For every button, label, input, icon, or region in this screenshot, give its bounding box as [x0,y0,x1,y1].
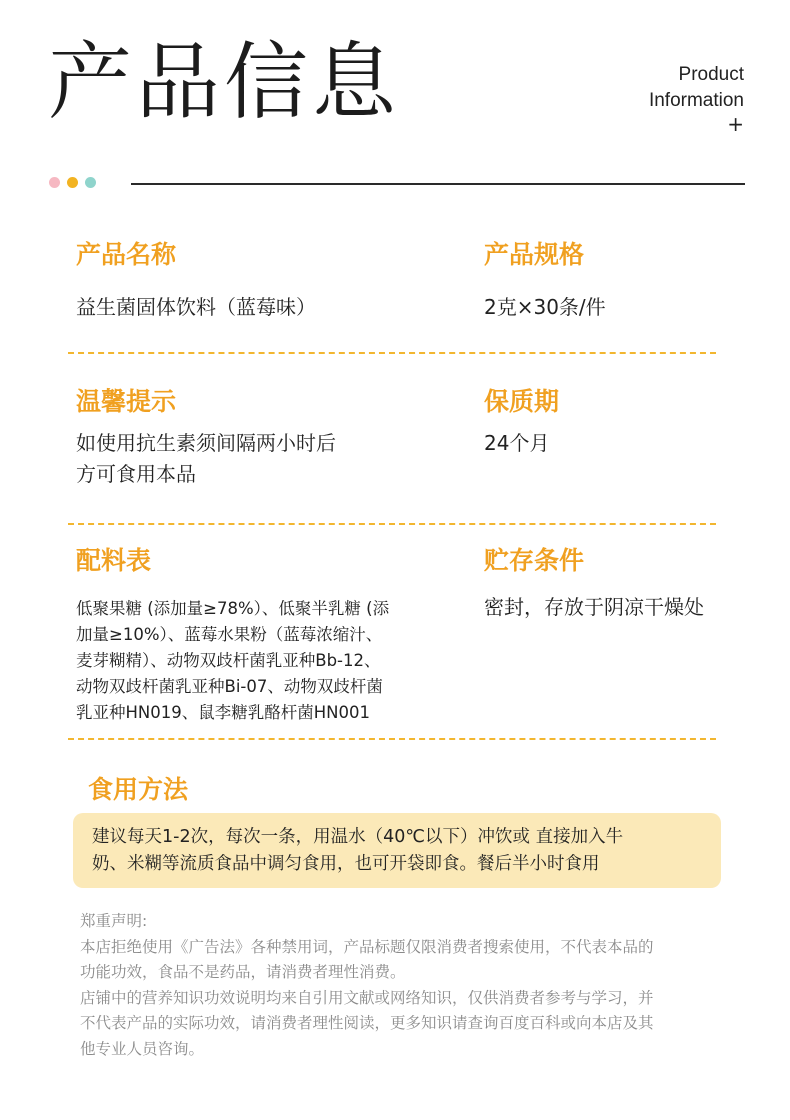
dashed-divider [68,352,716,354]
yellow-dot [67,177,78,188]
product-name-value: 益生菌固体饮料（蓝莓味） [76,295,316,319]
plus-icon: + [727,112,744,136]
ingredients-text [76,596,451,726]
disclaimer-line: 店铺中的营养知识功效说明均来自引用文献或网络知识，仅供消费者参考与学习，并 [80,988,654,1007]
pink-dot [49,177,60,188]
usage-heading: 食用方法 [88,775,189,804]
ingredients-line: 麦芽糊精）、动物双歧杆菌乳亚种Bb-12、 [76,651,381,670]
product-spec-value: 2克×30条/件 [484,295,606,319]
disclaimer-line: 功能功效，食品不是药品，请消费者理性消费。 [80,963,406,981]
storage-heading: 贮存条件 [484,546,585,575]
usage-line: 建议每天1-2次，每次一条，用温水（40℃以下）冲饮或 直接加入牛 [92,827,624,847]
disclaimer [80,909,740,1062]
ingredients-heading: 配料表 [76,546,152,575]
tips-line: 方可食用本品 [76,462,196,486]
ingredients-line: 低聚果糖 (添加量≥78%）、低聚半乳糖 (添 [76,599,390,618]
header-divider [131,183,745,185]
english-title-line2: Information [648,90,744,111]
ingredients-line: 动物双歧杆菌乳亚种Bi-07、动物双歧杆菌 [76,677,383,696]
ingredients-line: 加量≥10%）、蓝莓水果粉（蓝莓浓缩汁、 [76,625,383,644]
english-title-line1: Product [678,64,744,85]
disclaimer-line: 他专业人员咨询。 [80,1039,205,1058]
usage-text [92,824,712,878]
page-title: 产品信息 [48,33,401,131]
storage-value: 密封，存放于阴凉干燥处 [484,595,704,619]
shelf-life-heading: 保质期 [484,387,560,416]
tips-heading: 温馨提示 [76,387,177,416]
teal-dot [85,177,96,188]
tips-line: 如使用抗生素须间隔两小时后 [76,431,336,455]
dashed-divider [68,523,716,525]
disclaimer-line: 本店拒绝使用《广告法》各种禁用词，产品标题仅限消费者搜索使用，不代表本品的 [80,937,654,956]
dashed-divider [68,738,716,740]
disclaimer-line: 郑重声明: [80,912,148,930]
tips-text [76,428,336,490]
product-name-heading: 产品名称 [76,240,177,269]
english-title [649,62,744,114]
usage-line: 奶、米糊等流质食品中调匀食用，也可开袋即食。餐后半小时食用 [92,854,600,874]
shelf-life-value: 24个月 [484,431,550,455]
ingredients-line: 乳亚种HN019、鼠李糖乳酪杆菌HN001 [76,703,370,722]
product-spec-heading: 产品规格 [484,240,585,269]
disclaimer-line: 不代表产品的实际功效，请消费者理性阅读，更多知识请查询百度百科或向本店及其 [80,1014,654,1032]
